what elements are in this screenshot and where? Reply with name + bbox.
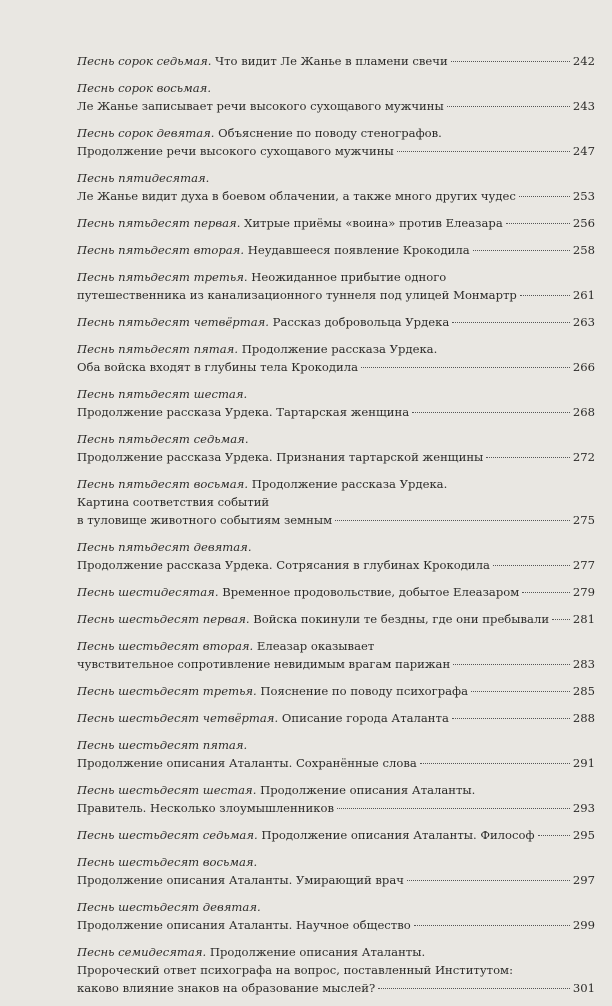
chapter-description: чувствительное сопротивление невидимым врагам парижан [77,657,451,671]
toc-line [77,709,595,727]
chapter-title: Песнь пятидесятая. [77,171,210,185]
toc-line [77,448,595,466]
chapter-description: Пророческий ответ психографа на вопрос, поставленный Институтом: [77,963,513,977]
dot-leader [452,718,570,719]
toc-entry [77,682,595,700]
toc-line [77,799,595,817]
toc-entry [77,430,595,466]
chapter-description: Ле Жанье видит духа в боевом облачении, а также много других чудес [77,189,516,203]
toc-line [77,268,595,286]
toc-line [77,979,595,997]
dot-leader [486,457,570,458]
chapter-description: путешественника из канализационного туннеля под улицей Монмартр [77,288,517,302]
toc-line [77,313,595,331]
toc-line-text [77,241,470,259]
toc-line-text [77,97,444,115]
dot-leader [407,880,570,881]
toc-line-text [77,340,437,358]
chapter-title: Песнь шестьдесят четвёртая. [77,711,279,725]
chapter-description: Продолжение рассказа Урдека. Признания тартарской женщины [77,450,484,464]
toc-line-text [77,511,332,529]
toc-entry [77,826,595,844]
chapter-description: Продолжение описания Аталанты. [206,945,426,959]
toc-entry [77,268,595,304]
chapter-title: Песнь семидесятая. [77,945,207,959]
toc-line [77,538,595,556]
toc-line-text [77,916,411,934]
chapter-description: Правитель. Несколько злоумышленников [77,801,334,815]
toc-line [77,916,595,934]
chapter-description: Пояснение по поводу психографа [256,684,469,698]
toc-line [77,610,595,628]
page-number: 258 [572,243,595,257]
toc-line [77,637,595,655]
toc-line [77,385,595,403]
chapter-description: Оба войска входят в глубины тела Крокодила [77,360,359,374]
toc-entry [77,79,595,115]
toc-line [77,430,595,448]
toc-entry [77,898,595,934]
page-number: 242 [572,54,595,68]
chapter-description: Продолжение описания Аталанты. Сохранённые слова [77,756,417,770]
toc-line-text [77,583,519,601]
page-number: 261 [572,288,595,302]
chapter-description: Продолжение рассказа Урдека. Сотрясания в глубинах Крокодила [77,558,490,572]
toc-line [77,853,595,871]
table-of-contents [77,52,595,1006]
chapter-title: Песнь шестьдесят пятая. [77,738,248,752]
chapter-title: Песнь шестьдесят седьмая. [77,828,258,842]
toc-line [77,403,595,421]
toc-line [77,493,595,511]
chapter-title: Песнь пятьдесят седьмая. [77,432,249,446]
chapter-description: каково влияние знаков на образование мыслей? [77,981,376,995]
chapter-description: Войска покинули те бездны, где они пребывали [249,612,550,626]
toc-entry [77,853,595,889]
dot-leader [471,691,570,692]
toc-entry [77,781,595,817]
toc-line [77,871,595,889]
toc-line-text [77,736,247,754]
toc-line [77,961,595,979]
toc-line [77,556,595,574]
toc-line [77,736,595,754]
toc-line [77,511,595,529]
chapter-description: Что видит Ле Жанье в пламени свечи [211,54,448,68]
toc-line [77,682,595,700]
toc-line-text [77,610,549,628]
toc-entry [77,52,595,70]
toc-line-text [77,475,447,493]
toc-line-text [77,385,247,403]
toc-line-text [77,358,358,376]
toc-line-text [77,637,374,655]
toc-line-text [77,187,516,205]
toc-entry [77,169,595,205]
toc-entry [77,475,595,529]
toc-line-text [77,754,417,772]
chapter-description: Продолжение рассказа Урдека. [248,477,448,491]
chapter-title: Песнь шестьдесят третья. [77,684,257,698]
toc-line [77,142,595,160]
toc-line [77,898,595,916]
chapter-description: Продолжение описания Аталанты. Философ [257,828,535,842]
toc-line [77,943,595,961]
toc-line-text [77,682,468,700]
page-number: 285 [572,684,595,698]
chapter-description: Продолжение описания Аталанты. [256,783,476,797]
toc-line-text [77,286,517,304]
toc-line-text [77,142,394,160]
toc-line [77,52,595,70]
chapter-title: Песнь сорок седьмая. [77,54,212,68]
chapter-description: Картина соответствия событий [77,495,270,509]
chapter-title: Песнь шестьдесят восьмая. [77,855,258,869]
chapter-title: Песнь пятьдесят первая. [77,216,241,230]
toc-line-text [77,430,249,448]
toc-line-text [77,493,269,511]
chapter-title: Песнь шестидесятая. [77,585,219,599]
chapter-title: Песнь сорок восьмая. [77,81,212,95]
page-number: 266 [572,360,595,374]
toc-line [77,97,595,115]
chapter-title: Песнь шестьдесят девятая. [77,900,261,914]
dot-leader [337,808,570,809]
toc-line [77,583,595,601]
dot-leader [420,763,570,764]
chapter-description: Продолжение описания Аталанты. Умирающий врач [77,873,404,887]
dot-leader [335,520,570,521]
page-number: 293 [572,801,595,815]
toc-line-text [77,79,211,97]
toc-line-text [77,709,449,727]
page-number: 277 [572,558,595,572]
toc-entry [77,538,595,574]
dot-leader [447,106,570,107]
chapter-title: Песнь шестьдесят шестая. [77,783,257,797]
toc-line [77,358,595,376]
chapter-description: Продолжение рассказа Урдека. [238,342,438,356]
page-number: 268 [572,405,595,419]
chapter-description: Описание города Аталанта [278,711,449,725]
dot-leader [519,196,570,197]
page-number: 301 [572,981,595,995]
chapter-description: Хитрые приёмы «воина» против Елеазара [240,216,503,230]
page-number: 256 [572,216,595,230]
toc-line-text [77,979,375,997]
chapter-description: Рассказ добровольца Урдека [268,315,450,329]
toc-line-text [77,826,535,844]
page-number: 299 [572,918,595,932]
chapter-title: Песнь пятьдесят девятая. [77,540,252,554]
page-number: 281 [572,612,595,626]
toc-entry [77,340,595,376]
toc-line [77,187,595,205]
toc-line-text [77,871,404,889]
page-number: 272 [572,450,595,464]
chapter-title: Песнь пятьдесят шестая. [77,387,248,401]
toc-line [77,79,595,97]
page-number: 253 [572,189,595,203]
page-number: 283 [572,657,595,671]
chapter-description: в туловище животного событиям земным [77,513,333,527]
toc-line-text [77,853,257,871]
chapter-description: Продолжение речи высокого сухощавого мужчины [77,144,394,158]
toc-entry [77,583,595,601]
toc-line [77,169,595,187]
chapter-title: Песнь шестьдесят первая. [77,612,250,626]
page-number: 279 [572,585,595,599]
page-number: 291 [572,756,595,770]
chapter-title: Песнь пятьдесят пятая. [77,342,239,356]
toc-line-text [77,169,209,187]
toc-entry [77,214,595,232]
dot-leader [506,223,570,224]
toc-line-text [77,538,252,556]
dot-leader [453,664,570,665]
toc-line [77,241,595,259]
chapter-description: Временное продовольствие, добытое Елеазаром [218,585,520,599]
toc-entry [77,241,595,259]
page-number: 297 [572,873,595,887]
dot-leader [452,322,570,323]
toc-line-text [77,556,490,574]
toc-line-text [77,268,446,286]
toc-entry [77,736,595,772]
chapter-title: Песнь пятьдесят восьмая. [77,477,249,491]
chapter-description: Неудавшееся появление Крокодила [244,243,470,257]
dot-leader [538,835,570,836]
toc-line-text [77,214,503,232]
toc-line [77,826,595,844]
page-number: 275 [572,513,595,527]
dot-leader [414,925,570,926]
toc-entry [77,637,595,673]
chapter-title: Песнь пятьдесят вторая. [77,243,245,257]
chapter-title: Песнь сорок девятая. [77,126,215,140]
page-number: 295 [572,828,595,842]
toc-entry [77,313,595,331]
toc-line [77,475,595,493]
page-number: 288 [572,711,595,725]
toc-line [77,754,595,772]
toc-line [77,214,595,232]
chapter-title: Песнь шестьдесят вторая. [77,639,254,653]
chapter-title: Песнь пятьдесят четвёртая. [77,315,269,329]
dot-leader [451,61,570,62]
toc-line [77,124,595,142]
dot-leader [493,565,570,566]
dot-leader [397,151,570,152]
toc-line-text [77,781,475,799]
toc-entry [77,943,595,997]
dot-leader [522,592,570,593]
page-number: 243 [572,99,595,113]
dot-leader [552,619,570,620]
toc-line [77,286,595,304]
toc-line-text [77,403,409,421]
toc-line-text [77,898,261,916]
toc-line [77,781,595,799]
chapter-description: Елеазар оказывает [253,639,375,653]
toc-line-text [77,943,425,961]
dot-leader [412,412,570,413]
toc-line-text [77,961,513,979]
toc-line-text [77,655,450,673]
toc-line-text [77,52,448,70]
toc-line-text [77,448,483,466]
chapter-description: Продолжение рассказа Урдека. Тартарская женщина [77,405,410,419]
toc-entry [77,385,595,421]
toc-line [77,655,595,673]
chapter-description: Продолжение описания Аталанты. Научное общество [77,918,411,932]
dot-leader [520,295,570,296]
toc-line-text [77,313,449,331]
toc-entry [77,610,595,628]
toc-line [77,340,595,358]
toc-entry [77,124,595,160]
page-number: 263 [572,315,595,329]
chapter-description: Неожиданное прибытие одного [247,270,447,284]
toc-entry [77,709,595,727]
dot-leader [473,250,570,251]
page-number: 247 [572,144,595,158]
chapter-description: Объяснение по поводу стенографов. [214,126,442,140]
dot-leader [361,367,570,368]
toc-line-text [77,799,334,817]
dot-leader [378,988,570,989]
toc-line-text [77,124,442,142]
chapter-description: Ле Жанье записывает речи высокого сухощавого мужчины [77,99,444,113]
chapter-title: Песнь пятьдесят третья. [77,270,248,284]
